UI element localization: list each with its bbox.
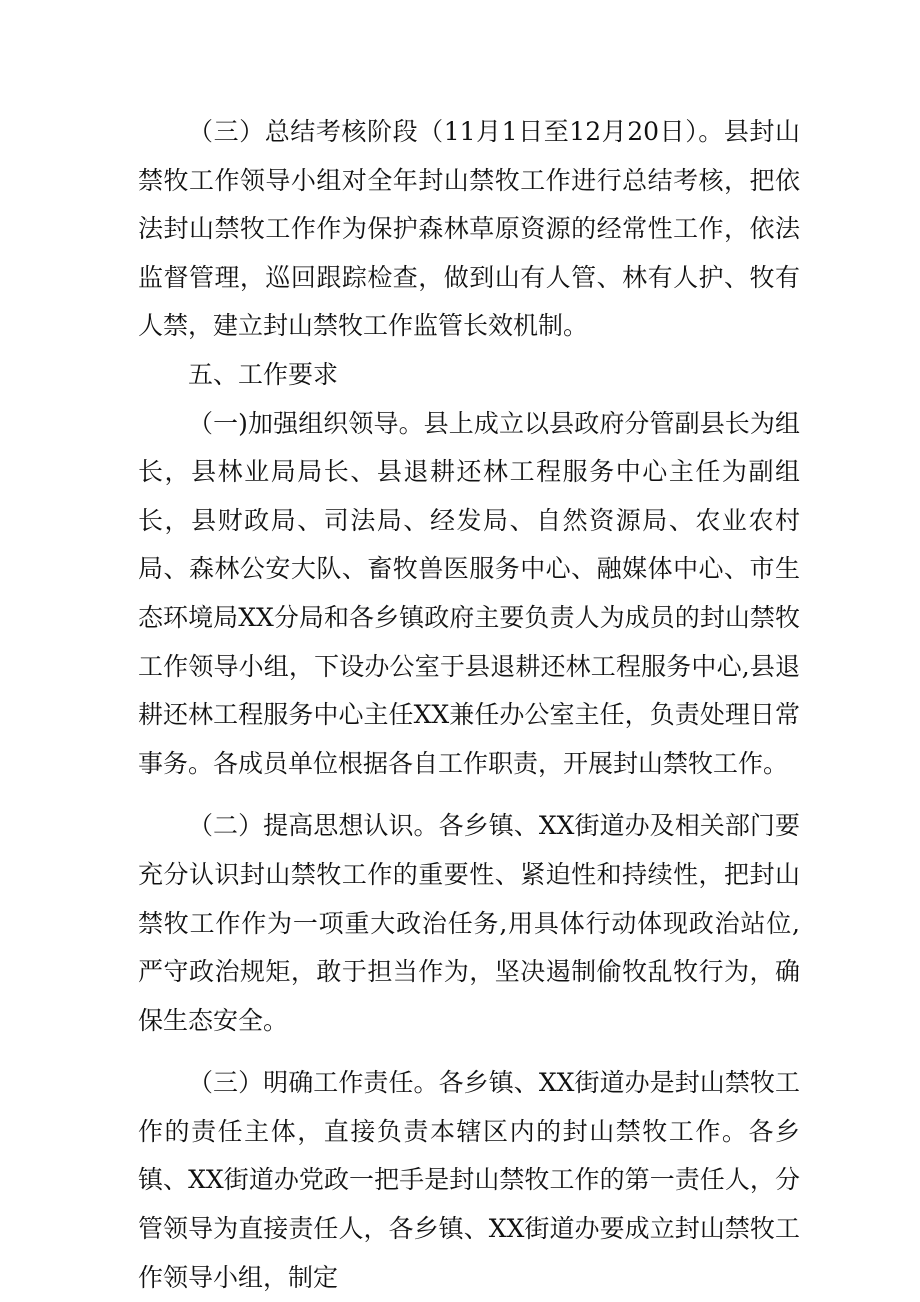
document-body — [138, 108, 800, 1302]
section-heading-work-requirements: 五、工作要求 — [188, 359, 339, 389]
paragraph-gap — [138, 1045, 800, 1059]
paragraph-summary-stage: （三）总结考核阶段（11月1日至12月20日）。县封山禁牧工作领导小组对全年封山禁牧工作进行总结考核，把依法封山禁牧工作作为保护森林草原资源的经常性工作，依法监督管理，巡回跟踪检查，做到山有人管、林有人护、牧有人禁，建立封山禁牧工作监管长效机制。 — [138, 117, 800, 341]
paragraph-strengthen-leadership: （一)加强组织领导。县上成立以县政府分管副县长为组长，县林业局局长、县退耕还林工程服务中心主任为副组长，县财政局、司法局、经发局、自然资源局、农业农村局、森林公安大队、畜牧兽医服务中心、融媒体中心、市生态环境局XX分局和各乡镇政府主要负责人为成员的封山禁牧工作领导小组，下设办公室于县退耕还林工程服务中心,县退耕还林工程服务中心主任XX兼任办公室主任，负责处理日常事务。各成员单位根据各自工作职责，开展封山禁牧工作。 — [138, 408, 800, 778]
paragraph-clarify-responsibility: （三）明确工作责任。各乡镇、XX街道办是封山禁牧工作的责任主体，直接负责本辖区内的封山禁牧工作。各乡镇、XX街道办党政一把手是封山禁牧工作的第一责任人，分管领导为直接责任人，各乡镇、XX街道办要成立封山禁牧工作领导小组，制定 — [138, 1068, 800, 1292]
paragraph-raise-awareness: （二）提高思想认识。各乡镇、XX街道办及相关部门要充分认识封山禁牧工作的重要性、紧迫性和持续性，把封山禁牧工作作为一项重大政治任务,用具体行动体现政治站位,严守政治规矩，敢于担当作为，坚决遏制偷牧乱牧行为，确保生态安全。 — [138, 811, 800, 1035]
paragraph-gap — [138, 788, 800, 802]
